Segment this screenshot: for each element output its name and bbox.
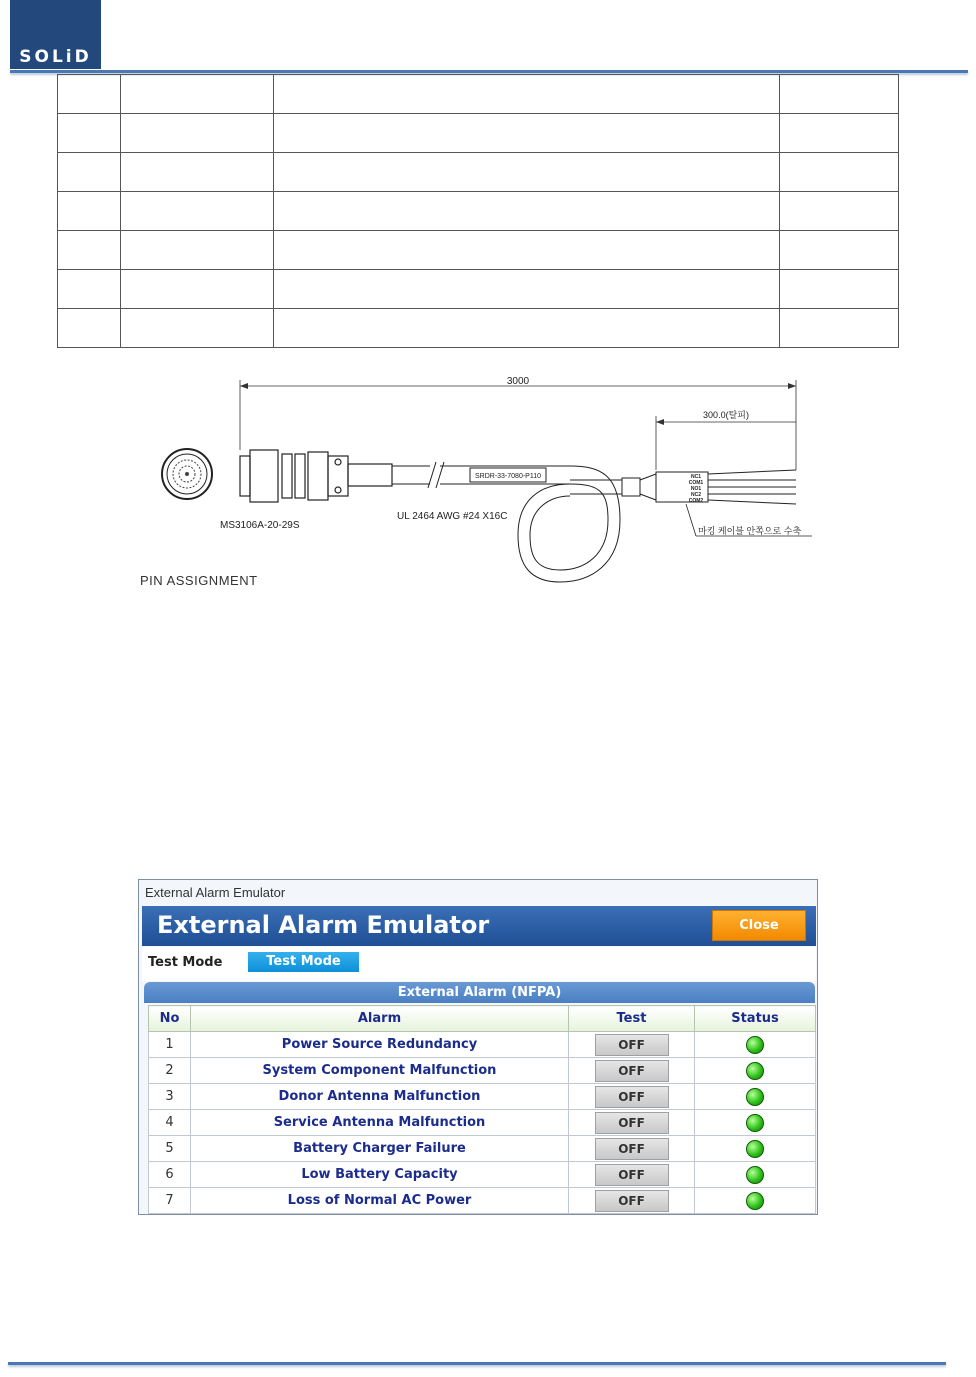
table-row bbox=[149, 1110, 816, 1136]
row-no: 5 bbox=[149, 1136, 191, 1162]
marking-note: 마킹 케이블 안쪽으로 수축 bbox=[698, 526, 802, 536]
row-alarm: Battery Charger Failure bbox=[191, 1136, 569, 1162]
wire-bundle bbox=[656, 470, 796, 504]
off-toggle-button[interactable]: OFF bbox=[595, 1086, 669, 1108]
row-no: 6 bbox=[149, 1162, 191, 1188]
column-no: No bbox=[149, 1006, 191, 1032]
column-alarm: Alarm bbox=[191, 1006, 569, 1032]
row-test bbox=[569, 1058, 695, 1084]
table-row bbox=[58, 75, 899, 114]
connector-face bbox=[162, 449, 212, 499]
column-status: Status bbox=[695, 1006, 816, 1032]
close-button[interactable]: Close bbox=[712, 910, 806, 941]
table-row bbox=[58, 114, 899, 153]
connector-body bbox=[240, 450, 392, 502]
stub-length-label: 300.0(탈피) bbox=[703, 410, 749, 420]
header-rule bbox=[10, 70, 968, 73]
row-status bbox=[695, 1084, 816, 1110]
wire-label: NC2 bbox=[690, 492, 702, 498]
row-alarm: Service Antenna Malfunction bbox=[191, 1110, 569, 1136]
off-toggle-button[interactable]: OFF bbox=[595, 1034, 669, 1056]
wire-label: COM1 bbox=[688, 480, 704, 486]
table-row bbox=[149, 1058, 816, 1084]
table-header-row bbox=[149, 1006, 816, 1032]
solid-logo bbox=[10, 0, 101, 69]
table-row bbox=[149, 1032, 816, 1058]
table-row bbox=[58, 192, 899, 231]
test-mode-label: Test Mode bbox=[148, 955, 223, 970]
off-toggle-button[interactable]: OFF bbox=[595, 1112, 669, 1134]
row-test bbox=[569, 1136, 695, 1162]
row-status bbox=[695, 1162, 816, 1188]
status-led-icon bbox=[746, 1036, 764, 1054]
row-alarm: Loss of Normal AC Power bbox=[191, 1188, 569, 1214]
row-alarm: Low Battery Capacity bbox=[191, 1162, 569, 1188]
window-heading: External Alarm Emulator bbox=[157, 911, 490, 939]
table-row bbox=[149, 1162, 816, 1188]
length-label: 3000 bbox=[506, 376, 530, 387]
wire-label: NO1 bbox=[690, 486, 702, 492]
row-alarm: Donor Antenna Malfunction bbox=[191, 1084, 569, 1110]
connector-label: MS3106A-20-29S bbox=[220, 520, 300, 531]
status-led-icon bbox=[746, 1166, 764, 1184]
test-mode-row bbox=[142, 947, 816, 981]
row-no: 2 bbox=[149, 1058, 191, 1084]
off-toggle-button[interactable]: OFF bbox=[595, 1138, 669, 1160]
table-row bbox=[58, 231, 899, 270]
row-alarm: Power Source Redundancy bbox=[191, 1032, 569, 1058]
cable bbox=[392, 462, 656, 582]
row-status bbox=[695, 1032, 816, 1058]
pin-assignment-label: PIN ASSIGNMENT bbox=[140, 573, 258, 588]
table-row bbox=[149, 1136, 816, 1162]
wire-label: NC1 bbox=[690, 474, 702, 480]
row-status bbox=[695, 1110, 816, 1136]
table-row bbox=[149, 1188, 816, 1214]
status-led-icon bbox=[746, 1062, 764, 1080]
row-test bbox=[569, 1162, 695, 1188]
row-no: 4 bbox=[149, 1110, 191, 1136]
row-test bbox=[569, 1188, 695, 1214]
row-alarm: System Component Malfunction bbox=[191, 1058, 569, 1084]
status-led-icon bbox=[746, 1114, 764, 1132]
row-test bbox=[569, 1084, 695, 1110]
row-status bbox=[695, 1188, 816, 1214]
column-test: Test bbox=[569, 1006, 695, 1032]
status-led-icon bbox=[746, 1192, 764, 1210]
status-led-icon bbox=[746, 1088, 764, 1106]
table-row bbox=[58, 270, 899, 309]
section-title: External Alarm (NFPA) bbox=[144, 982, 815, 1003]
cable-drawing bbox=[130, 370, 830, 595]
window-header bbox=[142, 906, 816, 946]
blank-table bbox=[57, 74, 899, 348]
off-toggle-button[interactable]: OFF bbox=[595, 1060, 669, 1082]
logo-text: SOLiD bbox=[19, 47, 92, 67]
table-row bbox=[149, 1084, 816, 1110]
row-test bbox=[569, 1110, 695, 1136]
row-status bbox=[695, 1058, 816, 1084]
cable-marking: SRDR-33-7080-P110 bbox=[474, 473, 542, 480]
alarm-emulator-window bbox=[138, 879, 818, 1215]
row-test bbox=[569, 1032, 695, 1058]
row-no: 1 bbox=[149, 1032, 191, 1058]
row-no: 7 bbox=[149, 1188, 191, 1214]
window-title: External Alarm Emulator bbox=[145, 885, 286, 900]
off-toggle-button[interactable]: OFF bbox=[595, 1190, 669, 1212]
cable-label: UL 2464 AWG #24 X16C bbox=[397, 511, 508, 522]
row-no: 3 bbox=[149, 1084, 191, 1110]
row-status bbox=[695, 1136, 816, 1162]
wire-label: COM2 bbox=[688, 498, 704, 504]
table-row bbox=[58, 153, 899, 192]
alarm-table bbox=[148, 1005, 816, 1214]
off-toggle-button[interactable]: OFF bbox=[595, 1164, 669, 1186]
test-mode-button[interactable]: Test Mode bbox=[248, 952, 359, 972]
status-led-icon bbox=[746, 1140, 764, 1158]
footer-rule bbox=[8, 1362, 946, 1365]
table-row bbox=[58, 309, 899, 348]
